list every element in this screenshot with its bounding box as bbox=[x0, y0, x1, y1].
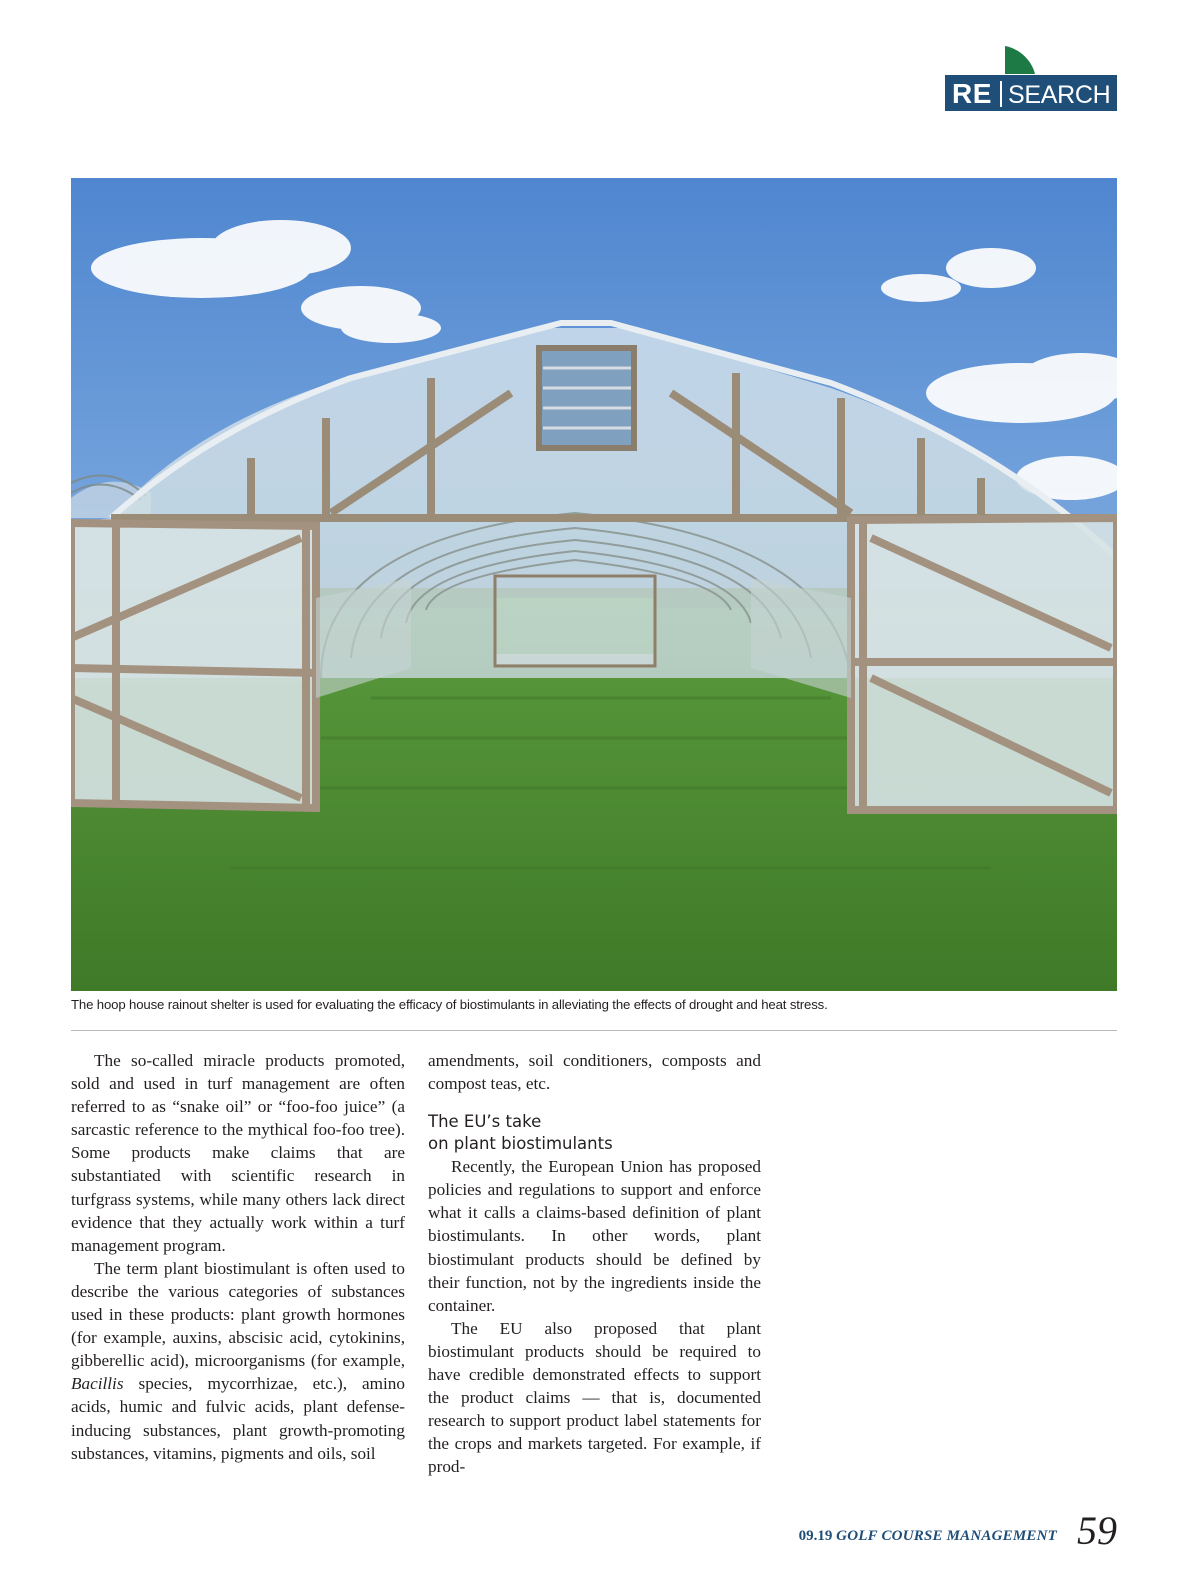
article-column-2 bbox=[428, 1049, 761, 1479]
paragraph-continuation: amendments, soil conditioners, composts and compost teas, etc. bbox=[428, 1051, 761, 1094]
photo-caption: The hoop house rainout shelter is used for evaluating the efficacy of biostimulants in alleviating the effects of drought and heat stress. bbox=[71, 997, 828, 1012]
section-divider bbox=[1000, 81, 1002, 107]
sail-logo-icon bbox=[1003, 46, 1037, 74]
section-suffix: SEARCH bbox=[1008, 81, 1111, 109]
section-label bbox=[945, 75, 1117, 111]
paragraph: Recently, the European Union has proposed policies and regulations to support and enforce what it calls a claims-based definition of plant biostimulants. In other words, plant biostimulant products should be defined by their function, not by the ingredients inside the container. bbox=[428, 1157, 761, 1315]
subhead-line: on plant biostimulants bbox=[428, 1134, 613, 1154]
paragraph: The so-called miracle products promoted, sold and used in turf management are often referred to as “snake oil” or “foo-foo juice” (a sarcastic reference to the mythical foo-foo tree). Some products make claims that are substantiated with scientific research in turfgrass systems, while many others lack direct evidence that they actually work within a turf management program. bbox=[71, 1051, 405, 1255]
paragraph bbox=[71, 1257, 405, 1465]
section-subhead bbox=[428, 1111, 761, 1155]
magazine-name: GOLF COURSE MANAGEMENT bbox=[836, 1528, 1057, 1544]
section-prefix: RE bbox=[952, 78, 992, 109]
issue-date: 09.19 bbox=[798, 1528, 833, 1544]
caption-divider bbox=[71, 1030, 1117, 1031]
article-column-1 bbox=[71, 1049, 405, 1465]
folio bbox=[799, 1528, 1057, 1545]
paragraph-text: species, mycorrhizae, etc.), amino acids, humic and fulvic acids, plant defense-inducing substances, plant growth-promoting substances, vitamins, pigments and oils, soil bbox=[71, 1374, 405, 1463]
subhead-line: The EU’s take bbox=[428, 1112, 542, 1132]
paragraph-text: The term plant biostimulant is often used to describe the various categories of substances used in these products: plant growth hormones (for example, auxins, abscisic acid, cytokinins, gibberellic acid), microorganisms (for example, bbox=[71, 1258, 405, 1371]
page-number: 59 bbox=[1077, 1508, 1117, 1553]
hoop-house-photo bbox=[71, 178, 1117, 991]
paragraph: The EU also proposed that plant biostimulant products should be required to have credible demonstrated effects to support the product claims — that is, documented research to support product label statements for the crops and markets targeted. For example, if prod- bbox=[428, 1318, 761, 1477]
section-badge bbox=[945, 46, 1117, 112]
hoop-house-illustration bbox=[71, 178, 1117, 991]
species-name: Bacillis bbox=[71, 1374, 124, 1394]
